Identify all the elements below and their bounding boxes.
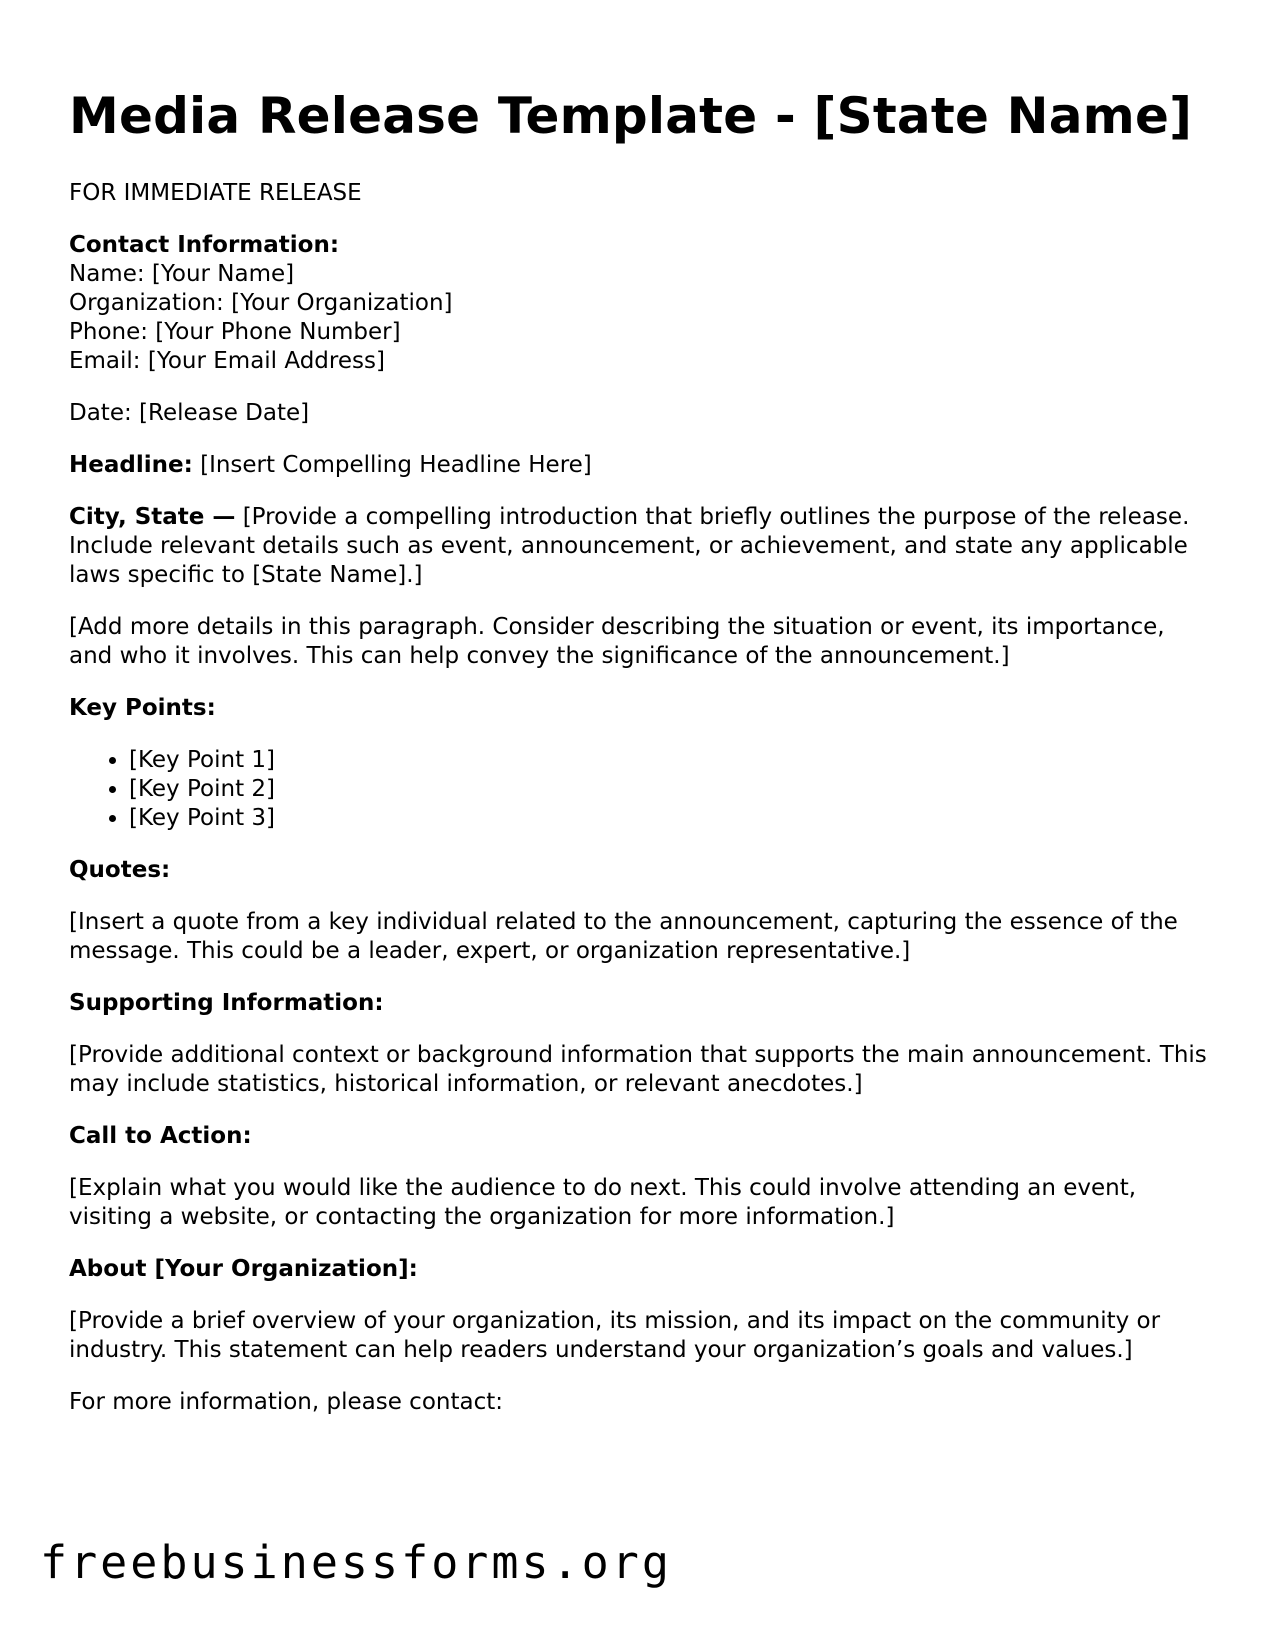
contact-phone: Phone: [Your Phone Number]: [69, 319, 401, 345]
call-to-action-paragraph: [Explain what you would like the audience to do next. This could involve attending an event, visiting a website, or contacting the organization for more information.]: [69, 1175, 1137, 1230]
quotes-heading: Quotes:: [69, 857, 171, 883]
list-item: • [Key Point 2]: [129, 775, 1209, 804]
intro-text: [Provide a compelling introduction that briefly outlines the purpose of the release. Include relevant details such as event, announcement, or achievement, and state any applicable laws specific to [State Name].]: [69, 504, 1190, 588]
contact-block: [69, 231, 1209, 376]
details-paragraph: [Add more details in this paragraph. Consider describing the situation or event, its importance, and who it involves. This can help convey the significance of the announcement.]: [69, 614, 1165, 669]
headline-text: [Insert Compelling Headline Here]: [192, 452, 592, 478]
call-to-action-heading: Call to Action:: [69, 1123, 252, 1149]
document-title: Media Release Template - [State Name]: [69, 87, 1193, 145]
contact-email: Email: [Your Email Address]: [69, 348, 385, 374]
intro-paragraph: [69, 503, 1209, 590]
release-date: Date: [Release Date]: [69, 400, 310, 426]
supporting-paragraph: [Provide additional context or background information that supports the main announcement. This may include statistics, historical information, or relevant anecdotes.]: [69, 1042, 1207, 1097]
watermark-text: freebusinessforms.org: [40, 1536, 672, 1589]
contact-organization: Organization: [Your Organization]: [69, 290, 453, 316]
quotes-paragraph: [Insert a quote from a key individual related to the announcement, capturing the essence of the message. This could be a leader, expert, or organization representative.]: [69, 909, 1178, 964]
release-line: FOR IMMEDIATE RELEASE: [69, 180, 362, 206]
list-item: • [Key Point 3]: [129, 804, 1209, 833]
key-points-list: [69, 746, 1209, 833]
headline-paragraph: [69, 451, 1209, 480]
headline-label: Headline:: [69, 452, 193, 478]
list-item: • [Key Point 1]: [129, 746, 1209, 775]
document-page: [69, 86, 1209, 1440]
intro-label: City, State —: [69, 504, 236, 530]
key-points-heading: Key Points:: [69, 695, 216, 721]
about-heading: About [Your Organization]:: [69, 1256, 418, 1282]
supporting-heading: Supporting Information:: [69, 990, 384, 1016]
contact-heading: Contact Information:: [69, 232, 340, 258]
closing-line: For more information, please contact:: [69, 1389, 504, 1415]
contact-name: Name: [Your Name]: [69, 261, 295, 287]
about-paragraph: [Provide a brief overview of your organization, its mission, and its impact on the community or industry. This statement can help readers understand your organization’s goals and values.]: [69, 1308, 1161, 1363]
